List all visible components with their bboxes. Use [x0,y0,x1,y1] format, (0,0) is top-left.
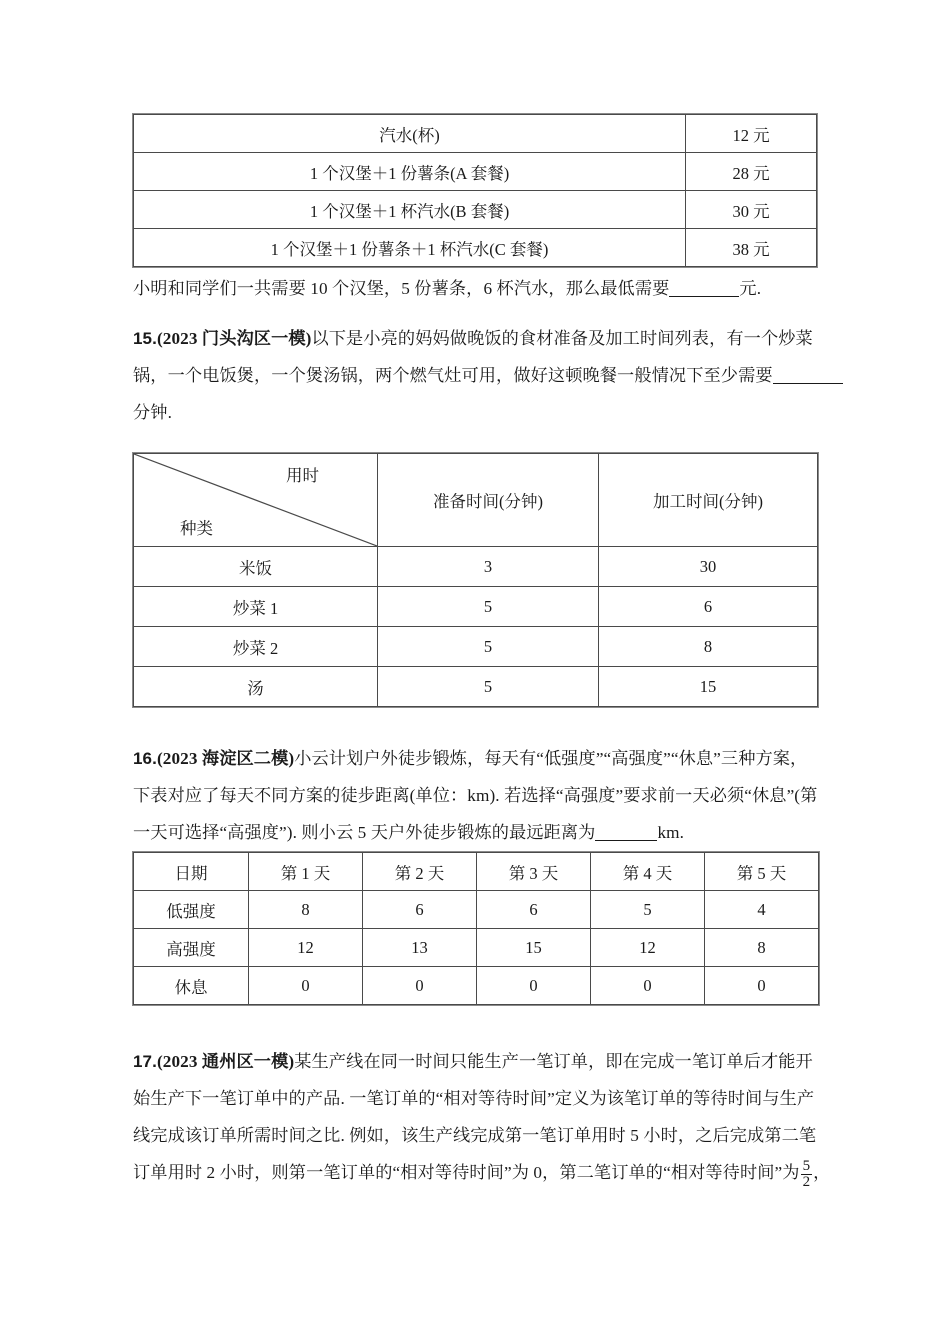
table-row [134,229,817,267]
question-15-line-3 [133,394,172,431]
fraction-five-halves [801,1159,813,1191]
plan-label-low-intensity: 低强度 [134,891,249,929]
header-day-4: 第 4 天 [591,853,705,891]
prep-time-cell: 5 [378,587,599,627]
question-16-line-2 [133,777,817,814]
q14-text-before-blank: 小明和同学们一共需要 10 个汉堡，5 份薯条，6 杯汽水，那么最低需要 [133,279,670,298]
distance-cell: 0 [705,967,819,1005]
header-day-2: 第 2 天 [363,853,477,891]
answer-blank[interactable] [595,840,657,841]
distance-cell: 13 [363,929,477,967]
distance-cell: 15 [477,929,591,967]
question-17-text: 线完成该订单所需时间之比. 例如，该生产线完成第一笔订单用时 5 小时，之后完成第二笔 [133,1126,817,1145]
plan-label-high-intensity: 高强度 [134,929,249,967]
dish-name-cell: 炒菜 2 [134,627,378,667]
question-17-line-4 [133,1154,830,1191]
distance-cell: 4 [705,891,819,929]
table-row [134,191,817,229]
question-number: 15. [133,329,157,348]
meal-item-cell: 1 个汉堡＋1 杯汽水(B 套餐) [134,191,686,229]
question-17-text: ， [813,1163,831,1182]
table-header-row [134,853,819,891]
meal-price-cell: 28 元 [686,153,817,191]
table-row [134,891,819,929]
dish-name-cell: 汤 [134,667,378,707]
question-source: (2023 通州区一模) [156,1052,295,1071]
distance-cell: 8 [249,891,363,929]
hike-distance-table [133,852,819,1005]
question-17-line-1 [133,1043,813,1080]
plan-label-rest: 休息 [134,967,249,1005]
distance-cell: 0 [363,967,477,1005]
question-16-text: 一天可选择“高强度”). 则小云 5 天户外徒步锻炼的最远距离为 [133,823,596,842]
question-17-line-3 [133,1117,816,1154]
meal-price-cell: 30 元 [686,191,817,229]
cook-time-cell: 30 [599,547,818,587]
question-source: (2023 门头沟区一模) [156,329,312,348]
distance-cell: 0 [477,967,591,1005]
question-15-line-1 [133,320,813,357]
meal-price-table-body [134,115,817,267]
distance-cell: 5 [591,891,705,929]
fraction-numerator: 5 [802,1157,811,1174]
answer-blank[interactable] [669,296,739,297]
table-header-row [134,454,818,547]
dish-name-cell: 炒菜 1 [134,587,378,627]
fraction-denominator: 2 [802,1174,811,1191]
distance-cell: 0 [249,967,363,1005]
diagonal-divider-icon [134,454,377,546]
q14-text-after-blank: 元. [739,279,762,298]
question-15-text: 锅，一个电饭煲，一个煲汤锅，两个燃气灶可用，做好这顿晚餐一般情况下至少需要 [133,366,773,385]
meal-price-cell: 12 元 [686,115,817,153]
table-row [134,627,818,667]
column-header-prep-time: 准备时间(分钟) [378,454,599,547]
cooking-time-table [133,453,818,707]
table-row [134,667,818,707]
table-row [134,547,818,587]
meal-item-cell: 汽水(杯) [134,115,686,153]
table-row [134,929,819,967]
cook-time-cell: 6 [599,587,818,627]
question-number: 16. [133,749,157,768]
meal-item-cell: 1 个汉堡＋1 份薯条(A 套餐) [134,153,686,191]
question-16-text: km. [657,823,685,842]
distance-cell: 6 [477,891,591,929]
distance-cell: 0 [591,967,705,1005]
table-row [134,115,817,153]
diagonal-top-label: 用时 [286,466,319,485]
table-row [134,967,819,1005]
question-17-text: 某生产线在同一时间只能生产一笔订单，即在完成一笔订单后才能开 [294,1052,813,1071]
cook-time-cell: 15 [599,667,818,707]
question-15-text: 分钟. [133,403,172,422]
prep-time-cell: 5 [378,667,599,707]
diagonal-bottom-label: 种类 [180,519,213,538]
question-number: 17. [133,1052,157,1071]
meal-item-cell: 1 个汉堡＋1 份薯条＋1 杯汽水(C 套餐) [134,229,686,267]
header-day-1: 第 1 天 [249,853,363,891]
question-15-text: 以下是小亮的妈妈做晚饭的食材准备及加工时间列表，有一个炒菜 [311,329,813,348]
column-header-cook-time: 加工时间(分钟) [599,454,818,547]
question-16-line-3 [133,814,684,851]
prep-time-cell: 5 [378,627,599,667]
table-row [134,153,817,191]
question-17-line-2 [133,1080,814,1117]
distance-cell: 12 [249,929,363,967]
hike-distance-table-body [134,853,819,1005]
prep-time-cell: 3 [378,547,599,587]
question-14-tail-line [133,270,761,307]
meal-price-table [133,114,817,267]
meal-price-cell: 38 元 [686,229,817,267]
diagonal-header-box [134,454,377,546]
cook-time-cell: 8 [599,627,818,667]
header-day-3: 第 3 天 [477,853,591,891]
dish-name-cell: 米饭 [134,547,378,587]
question-16-line-1 [133,740,807,777]
header-date-label: 日期 [134,853,249,891]
distance-cell: 12 [591,929,705,967]
question-16-text: 小云计划户外徒步锻炼，每天有“低强度”“高强度”“休息”三种方案， [294,749,808,768]
question-17-text: 订单用时 2 小时，则第一笔订单的“相对等待时间”为 0，第二笔订单的“相对等待时间”为 [133,1163,800,1182]
question-source: (2023 海淀区二模) [156,749,295,768]
question-17-text: 始生产下一笔订单中的产品. 一笔订单的“相对等待时间”定义为该笔订单的等待时间与生产 [133,1089,815,1108]
distance-cell: 8 [705,929,819,967]
header-day-5: 第 5 天 [705,853,819,891]
table-row [134,587,818,627]
question-16-text: 下表对应了每天不同方案的徒步距离(单位：km). 若选择“高强度”要求前一天必须“休息”(第 [133,786,818,805]
cooking-time-table-body [134,454,818,707]
distance-cell: 6 [363,891,477,929]
diagonal-header-cell [134,454,378,547]
question-15-line-2 [133,357,843,394]
answer-blank[interactable] [773,383,843,384]
